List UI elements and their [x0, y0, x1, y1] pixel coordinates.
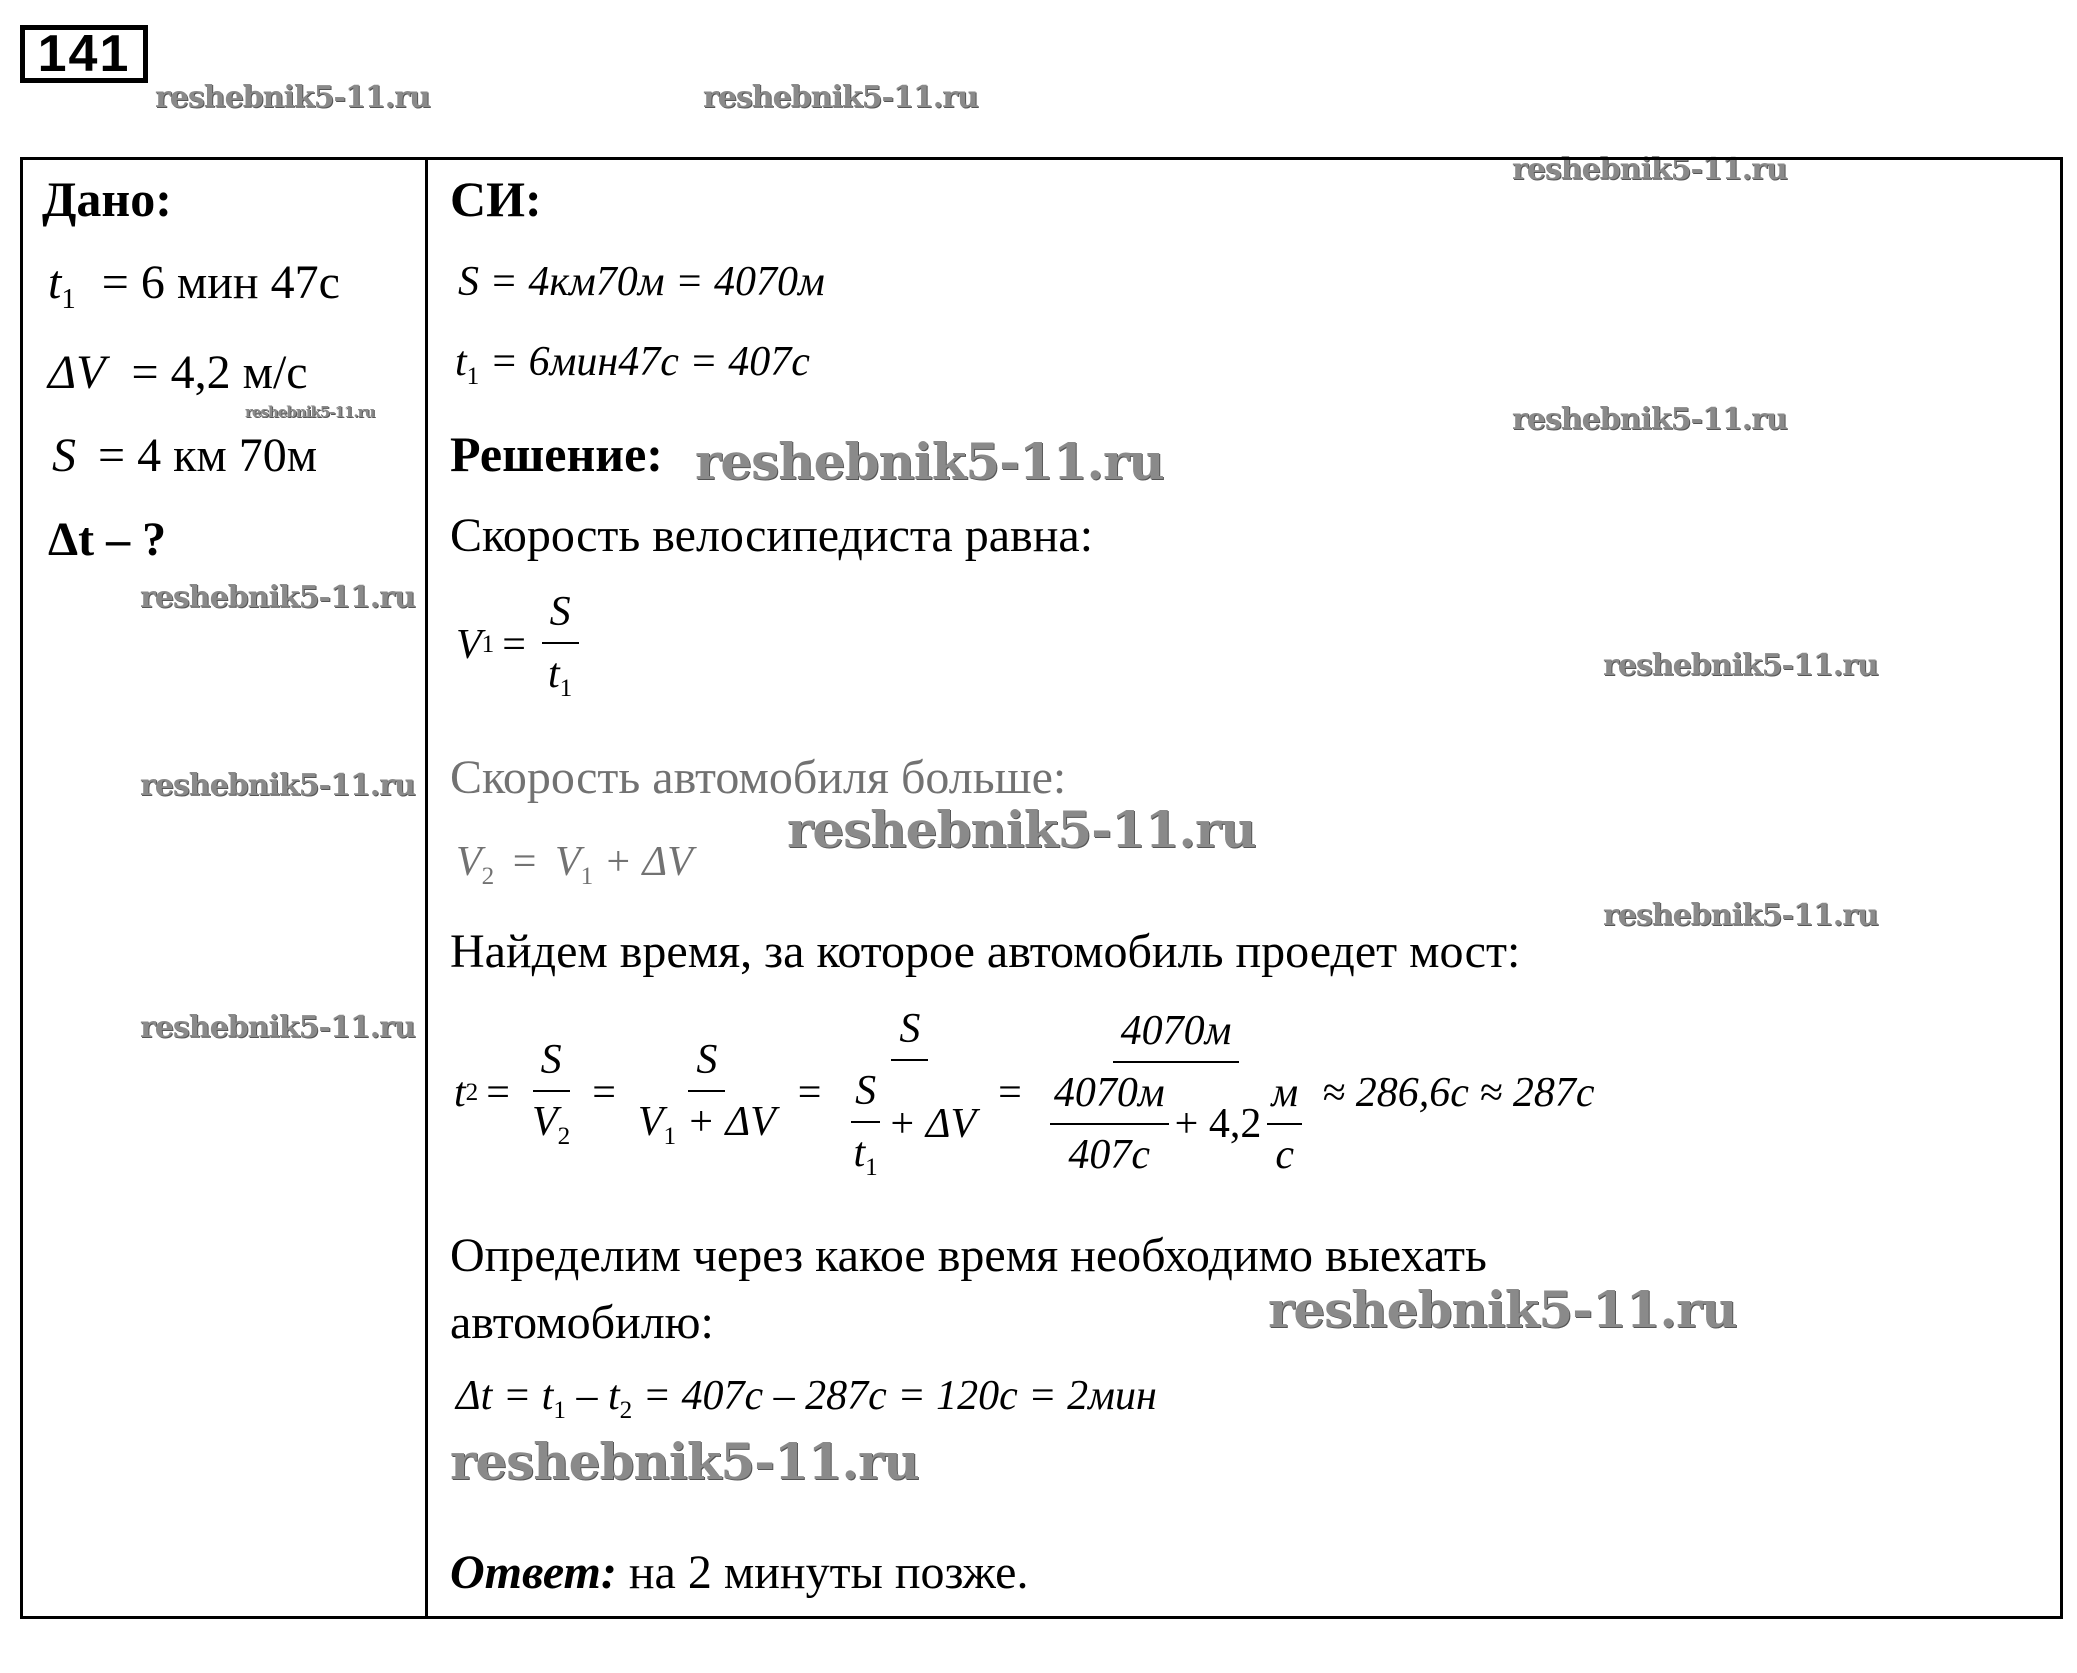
- v1-sub: 1: [481, 631, 495, 659]
- solution-heading: Решение:: [450, 426, 663, 482]
- given-find: Δt – ?: [48, 513, 167, 566]
- t2-formula: t 2 = $\frac{S}{V_2}$ = $\frac{S}{V_1 + \Delta V}$ = S $\frac{S}{t_1}$ + ΔV = 4070м $\frac{4070м}{407с}$ + 4,2 $\frac{м}{с}$ ≈ 286,6с ≈ 287с: [454, 1006, 1595, 1181]
- solution-line2: Скорость автомобиля больше:: [450, 751, 1067, 804]
- v2-rhs-v: V: [554, 839, 581, 885]
- si-t1-sub: 1: [466, 362, 480, 390]
- v2-formula: $V_2 = V_1 + \Delta V$: [456, 839, 693, 890]
- solution-line4b: автомобилю:: [450, 1296, 714, 1349]
- solution-line3: Найдем время, за которое автомобиль проедет мост:: [450, 925, 1521, 978]
- watermark: reshebnik5-11.ru: [140, 1010, 415, 1045]
- watermark: reshebnik5-11.ru: [450, 1432, 919, 1491]
- si-t1-line: [455, 338, 810, 391]
- si-t1-rhs: = 6мин47с = 407с: [489, 339, 810, 385]
- t2-frac4: 4070м $\frac{4070м}{407с}$ + 4,2 $\frac{м}{с}$: [1036, 1007, 1316, 1179]
- watermark: reshebnik5-11.ru: [1512, 402, 1787, 437]
- t2-lhs: t: [454, 1070, 466, 1117]
- t2-frac2: $\frac{S}{V_1 + \Delta V}$: [637, 1037, 776, 1150]
- s-value: = 4 км 70м: [98, 429, 318, 482]
- t2-result: ≈ 286,6с ≈ 287с: [1322, 1070, 1595, 1117]
- v2-rhs-dv: + ΔV: [603, 839, 693, 885]
- problem-number: 141: [20, 25, 148, 83]
- v2-sub: 2: [481, 862, 495, 890]
- watermark: reshebnik5-11.ru: [1512, 152, 1787, 187]
- column-divider: [425, 157, 428, 1619]
- t2-frac3-inner: $\frac{S}{t_1}$: [849, 1067, 881, 1182]
- t2-frac4-unit: $\frac{м}{с}$: [1267, 1069, 1302, 1179]
- v1-lhs: V: [456, 622, 482, 669]
- answer: [450, 1545, 1028, 1600]
- t2-frac4-inner: $\frac{4070м}{407с}$: [1050, 1069, 1169, 1179]
- v1-formula: V 1 = $\frac{S}{t_1}$: [456, 588, 586, 703]
- dt-formula: $\Delta t = t_1 - t_2 = 407с - 287с = 120с = 2мин$: [456, 1373, 1157, 1424]
- given-heading: Дано:: [42, 171, 172, 227]
- t1-symbol: t: [48, 256, 62, 309]
- dv-symbol: ΔV: [48, 346, 106, 399]
- watermark: reshebnik5-11.ru: [140, 768, 415, 803]
- watermark: reshebnik5-11.ru: [1603, 898, 1878, 933]
- v2-lhs: V: [456, 839, 482, 885]
- si-s-line: S = 4км70м = 4070м: [458, 259, 825, 305]
- watermark: reshebnik5-11.ru: [140, 580, 415, 615]
- given-dv: [48, 345, 308, 400]
- answer-text: на 2 минуты позже.: [628, 1546, 1029, 1599]
- watermark: reshebnik5-11.ru: [1603, 648, 1878, 683]
- watermark: reshebnik5-11.ru: [245, 403, 375, 421]
- given-t1: [48, 255, 340, 316]
- t2-frac3: S $\frac{S}{t_1}$ + ΔV: [835, 1005, 984, 1182]
- si-heading: СИ:: [450, 171, 542, 227]
- solution-line4a: Определим через какое время необходимо выехать: [450, 1229, 1487, 1282]
- watermark: reshebnik5-11.ru: [703, 80, 978, 115]
- given-s: [52, 428, 317, 483]
- t1-subscript: 1: [61, 283, 76, 316]
- v1-den: $t_1$: [547, 651, 573, 702]
- watermark: reshebnik5-11.ru: [695, 432, 1164, 491]
- answer-label: Ответ:: [450, 1546, 617, 1599]
- si-t1-lhs: t: [455, 339, 467, 385]
- watermark: reshebnik5-11.ru: [787, 800, 1256, 859]
- v1-fraction: [540, 588, 580, 703]
- t1-value: = 6 мин 47с: [101, 256, 340, 309]
- solution-line1: Скорость велосипедиста равна:: [450, 509, 1094, 562]
- watermark: reshebnik5-11.ru: [155, 80, 430, 115]
- watermark: reshebnik5-11.ru: [1268, 1280, 1737, 1339]
- dv-value: = 4,2 м/с: [131, 346, 308, 399]
- v1-num: S: [542, 588, 579, 644]
- s-symbol: S: [52, 429, 76, 482]
- t2-frac1: $\frac{S}{V_2}$: [531, 1037, 571, 1150]
